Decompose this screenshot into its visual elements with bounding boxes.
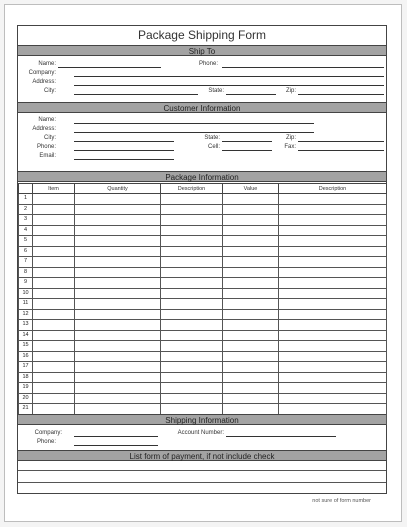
- table-row: [19, 288, 387, 299]
- table-cell[interactable]: [279, 299, 387, 310]
- table-cell[interactable]: [33, 351, 75, 362]
- table-cell[interactable]: [75, 246, 161, 257]
- table-cell[interactable]: [33, 278, 75, 289]
- table-cell[interactable]: [223, 288, 279, 299]
- table-cell[interactable]: [223, 362, 279, 373]
- customer-state-label: State:: [204, 135, 220, 141]
- table-cell[interactable]: [223, 267, 279, 278]
- table-cell[interactable]: [75, 194, 161, 205]
- ship-to-name-field[interactable]: [58, 67, 161, 68]
- table-cell[interactable]: [33, 204, 75, 215]
- table-cell[interactable]: [75, 257, 161, 268]
- row-number: 2: [19, 204, 33, 215]
- row-number: 20: [19, 393, 33, 404]
- ship-to-name-label: Name:: [38, 61, 56, 67]
- table-cell[interactable]: [75, 204, 161, 215]
- table-cell[interactable]: [161, 236, 223, 247]
- ship-to-city-field[interactable]: [74, 94, 198, 95]
- table-cell[interactable]: [161, 404, 223, 415]
- table-cell[interactable]: [75, 215, 161, 226]
- table-cell[interactable]: [33, 194, 75, 205]
- table-cell[interactable]: [279, 215, 387, 226]
- row-number: 8: [19, 267, 33, 278]
- shipping-info-header: Shipping Information: [18, 414, 386, 425]
- shipping-phone-field[interactable]: [74, 445, 158, 446]
- ship-to-zip-field[interactable]: [298, 94, 384, 95]
- table-cell[interactable]: [75, 330, 161, 341]
- table-cell[interactable]: [279, 288, 387, 299]
- table-cell[interactable]: [75, 320, 161, 331]
- table-cell[interactable]: [161, 204, 223, 215]
- table-cell[interactable]: [161, 383, 223, 394]
- row-number: 3: [19, 215, 33, 226]
- table-cell[interactable]: [223, 194, 279, 205]
- row-number: 17: [19, 362, 33, 373]
- row-number: 15: [19, 341, 33, 352]
- package-col-description-2: Description: [279, 184, 387, 194]
- table-cell[interactable]: [279, 320, 387, 331]
- table-cell[interactable]: [223, 309, 279, 320]
- table-cell[interactable]: [161, 320, 223, 331]
- table-cell[interactable]: [279, 257, 387, 268]
- table-cell[interactable]: [161, 299, 223, 310]
- table-cell[interactable]: [75, 341, 161, 352]
- ship-to-company-label: Company:: [28, 70, 56, 76]
- row-number: 5: [19, 236, 33, 247]
- shipping-account-label: Account Number:: [177, 430, 224, 436]
- table-cell[interactable]: [33, 404, 75, 415]
- row-number: 9: [19, 278, 33, 289]
- table-cell[interactable]: [161, 393, 223, 404]
- table-cell[interactable]: [161, 372, 223, 383]
- customer-cell-field[interactable]: [222, 150, 272, 151]
- table-cell[interactable]: [33, 341, 75, 352]
- customer-fax-field[interactable]: [298, 150, 384, 151]
- table-cell[interactable]: [33, 215, 75, 226]
- shipping-phone-label: Phone:: [36, 439, 56, 445]
- table-cell[interactable]: [33, 309, 75, 320]
- table-cell[interactable]: [279, 372, 387, 383]
- package-table: [18, 183, 387, 425]
- table-cell[interactable]: [33, 372, 75, 383]
- table-cell[interactable]: [161, 309, 223, 320]
- package-table-header-row: [19, 184, 387, 194]
- row-number: 16: [19, 351, 33, 362]
- table-cell[interactable]: [279, 341, 387, 352]
- customer-info-header: Customer Information: [18, 102, 386, 113]
- shipping-form: [17, 25, 387, 494]
- table-row: [19, 204, 387, 215]
- table-row: [19, 393, 387, 404]
- table-cell[interactable]: [75, 404, 161, 415]
- table-cell[interactable]: [33, 257, 75, 268]
- customer-address-label: Address:: [32, 126, 56, 132]
- table-cell[interactable]: [75, 393, 161, 404]
- payment-header: List form of payment, if not include check: [18, 450, 386, 461]
- table-row: [19, 236, 387, 247]
- table-cell[interactable]: [279, 204, 387, 215]
- table-cell[interactable]: [223, 257, 279, 268]
- ship-to-city-label: City:: [44, 88, 56, 94]
- table-cell[interactable]: [161, 362, 223, 373]
- table-cell[interactable]: [161, 246, 223, 257]
- row-number: 12: [19, 309, 33, 320]
- table-row: [19, 215, 387, 226]
- table-cell[interactable]: [279, 278, 387, 289]
- shipping-company-field[interactable]: [74, 436, 158, 437]
- payment-line-1[interactable]: [18, 470, 386, 471]
- table-cell[interactable]: [33, 330, 75, 341]
- ship-to-state-label: State:: [208, 88, 224, 94]
- table-cell[interactable]: [33, 320, 75, 331]
- table-row: [19, 404, 387, 415]
- ship-to-zip-label: Zip:: [285, 88, 296, 94]
- table-cell[interactable]: [161, 288, 223, 299]
- table-cell[interactable]: [75, 288, 161, 299]
- table-cell[interactable]: [75, 362, 161, 373]
- ship-to-company-field[interactable]: [74, 76, 384, 77]
- table-cell[interactable]: [279, 236, 387, 247]
- table-cell[interactable]: [75, 309, 161, 320]
- table-cell[interactable]: [279, 246, 387, 257]
- table-cell[interactable]: [223, 372, 279, 383]
- row-number: 18: [19, 372, 33, 383]
- customer-city-label: City:: [44, 135, 56, 141]
- table-cell[interactable]: [223, 278, 279, 289]
- shipping-account-field[interactable]: [226, 436, 336, 437]
- table-cell[interactable]: [161, 225, 223, 236]
- table-cell[interactable]: [33, 393, 75, 404]
- table-cell[interactable]: [75, 225, 161, 236]
- table-cell[interactable]: [33, 225, 75, 236]
- table-row: [19, 194, 387, 205]
- table-cell[interactable]: [279, 404, 387, 415]
- package-col-description: Description: [161, 184, 223, 194]
- table-cell[interactable]: [223, 404, 279, 415]
- table-cell[interactable]: [33, 267, 75, 278]
- table-cell[interactable]: [223, 320, 279, 331]
- table-row: [19, 225, 387, 236]
- customer-state-field[interactable]: [222, 141, 272, 142]
- table-row: [19, 330, 387, 341]
- table-row: [19, 351, 387, 362]
- paper-page: [4, 4, 402, 522]
- package-table-body: [19, 194, 387, 425]
- table-row: [19, 372, 387, 383]
- table-row: [19, 309, 387, 320]
- row-number: 6: [19, 246, 33, 257]
- package-col-value: Value: [223, 184, 279, 194]
- table-cell[interactable]: [223, 204, 279, 215]
- table-cell[interactable]: [33, 383, 75, 394]
- row-number: 19: [19, 383, 33, 394]
- ship-to-phone-label: Phone:: [198, 61, 218, 67]
- table-cell[interactable]: [75, 236, 161, 247]
- table-row: [19, 267, 387, 278]
- table-cell[interactable]: [33, 288, 75, 299]
- customer-zip-label: Zip:: [285, 135, 296, 141]
- table-cell[interactable]: [279, 194, 387, 205]
- customer-address-field[interactable]: [74, 132, 314, 133]
- table-cell[interactable]: [161, 215, 223, 226]
- table-cell[interactable]: [161, 267, 223, 278]
- table-cell[interactable]: [223, 225, 279, 236]
- package-col-number: [19, 184, 33, 194]
- row-number: 7: [19, 257, 33, 268]
- customer-phone-field[interactable]: [74, 150, 174, 151]
- customer-zip-field[interactable]: [298, 141, 384, 142]
- shipping-company-label: Company:: [34, 430, 62, 436]
- table-cell[interactable]: [161, 330, 223, 341]
- table-cell[interactable]: [223, 393, 279, 404]
- ship-to-address-field[interactable]: [74, 85, 384, 86]
- table-cell[interactable]: [161, 257, 223, 268]
- table-row: [19, 341, 387, 352]
- table-cell[interactable]: [223, 215, 279, 226]
- row-number: 13: [19, 320, 33, 331]
- row-number: 4: [19, 225, 33, 236]
- customer-cell-label: Cell:: [207, 144, 220, 150]
- package-col-quantity: Quantity: [75, 184, 161, 194]
- table-cell[interactable]: [223, 341, 279, 352]
- ship-to-phone-field[interactable]: [222, 67, 384, 68]
- ship-to-header: Ship To: [18, 45, 386, 56]
- table-cell[interactable]: [223, 236, 279, 247]
- table-cell[interactable]: [33, 362, 75, 373]
- customer-phone-label: Phone:: [36, 144, 56, 150]
- customer-city-field[interactable]: [74, 141, 174, 142]
- package-info-header: Package Information: [18, 171, 386, 182]
- table-cell[interactable]: [75, 351, 161, 362]
- row-number: 11: [19, 299, 33, 310]
- table-cell[interactable]: [279, 225, 387, 236]
- table-cell[interactable]: [33, 246, 75, 257]
- table-cell[interactable]: [279, 393, 387, 404]
- table-cell[interactable]: [223, 351, 279, 362]
- table-cell[interactable]: [223, 299, 279, 310]
- table-cell[interactable]: [75, 278, 161, 289]
- row-number: 14: [19, 330, 33, 341]
- table-row: [19, 278, 387, 289]
- table-cell[interactable]: [75, 299, 161, 310]
- table-cell[interactable]: [75, 383, 161, 394]
- row-number: 1: [19, 194, 33, 205]
- ship-to-address-label: Address:: [32, 79, 56, 85]
- customer-fax-label: Fax:: [284, 144, 296, 150]
- table-row: [19, 362, 387, 373]
- row-number: 10: [19, 288, 33, 299]
- table-cell[interactable]: [161, 278, 223, 289]
- table-row: [19, 320, 387, 331]
- row-number: 21: [19, 404, 33, 415]
- table-cell[interactable]: [223, 383, 279, 394]
- package-col-item: Item: [33, 184, 75, 194]
- table-cell[interactable]: [279, 362, 387, 373]
- table-cell[interactable]: [223, 246, 279, 257]
- table-cell[interactable]: [161, 341, 223, 352]
- customer-email-label: Email:: [39, 153, 56, 159]
- ship-to-state-field[interactable]: [226, 94, 276, 95]
- table-cell[interactable]: [279, 309, 387, 320]
- table-cell[interactable]: [75, 372, 161, 383]
- payment-line-2[interactable]: [18, 482, 386, 483]
- table-cell[interactable]: [33, 299, 75, 310]
- table-cell[interactable]: [223, 330, 279, 341]
- customer-name-label: Name:: [38, 117, 56, 123]
- table-cell[interactable]: [279, 330, 387, 341]
- customer-email-field[interactable]: [74, 159, 174, 160]
- table-cell[interactable]: [279, 267, 387, 278]
- table-row: [19, 383, 387, 394]
- table-cell[interactable]: [161, 351, 223, 362]
- table-cell[interactable]: [161, 194, 223, 205]
- footer-note: not sure of form number: [312, 498, 371, 504]
- table-row: [19, 257, 387, 268]
- table-cell[interactable]: [33, 236, 75, 247]
- table-cell[interactable]: [279, 351, 387, 362]
- customer-name-field[interactable]: [74, 123, 314, 124]
- table-row: [19, 299, 387, 310]
- table-cell[interactable]: [75, 267, 161, 278]
- table-cell[interactable]: [279, 383, 387, 394]
- table-row: [19, 246, 387, 257]
- form-title: Package Shipping Form: [18, 26, 386, 46]
